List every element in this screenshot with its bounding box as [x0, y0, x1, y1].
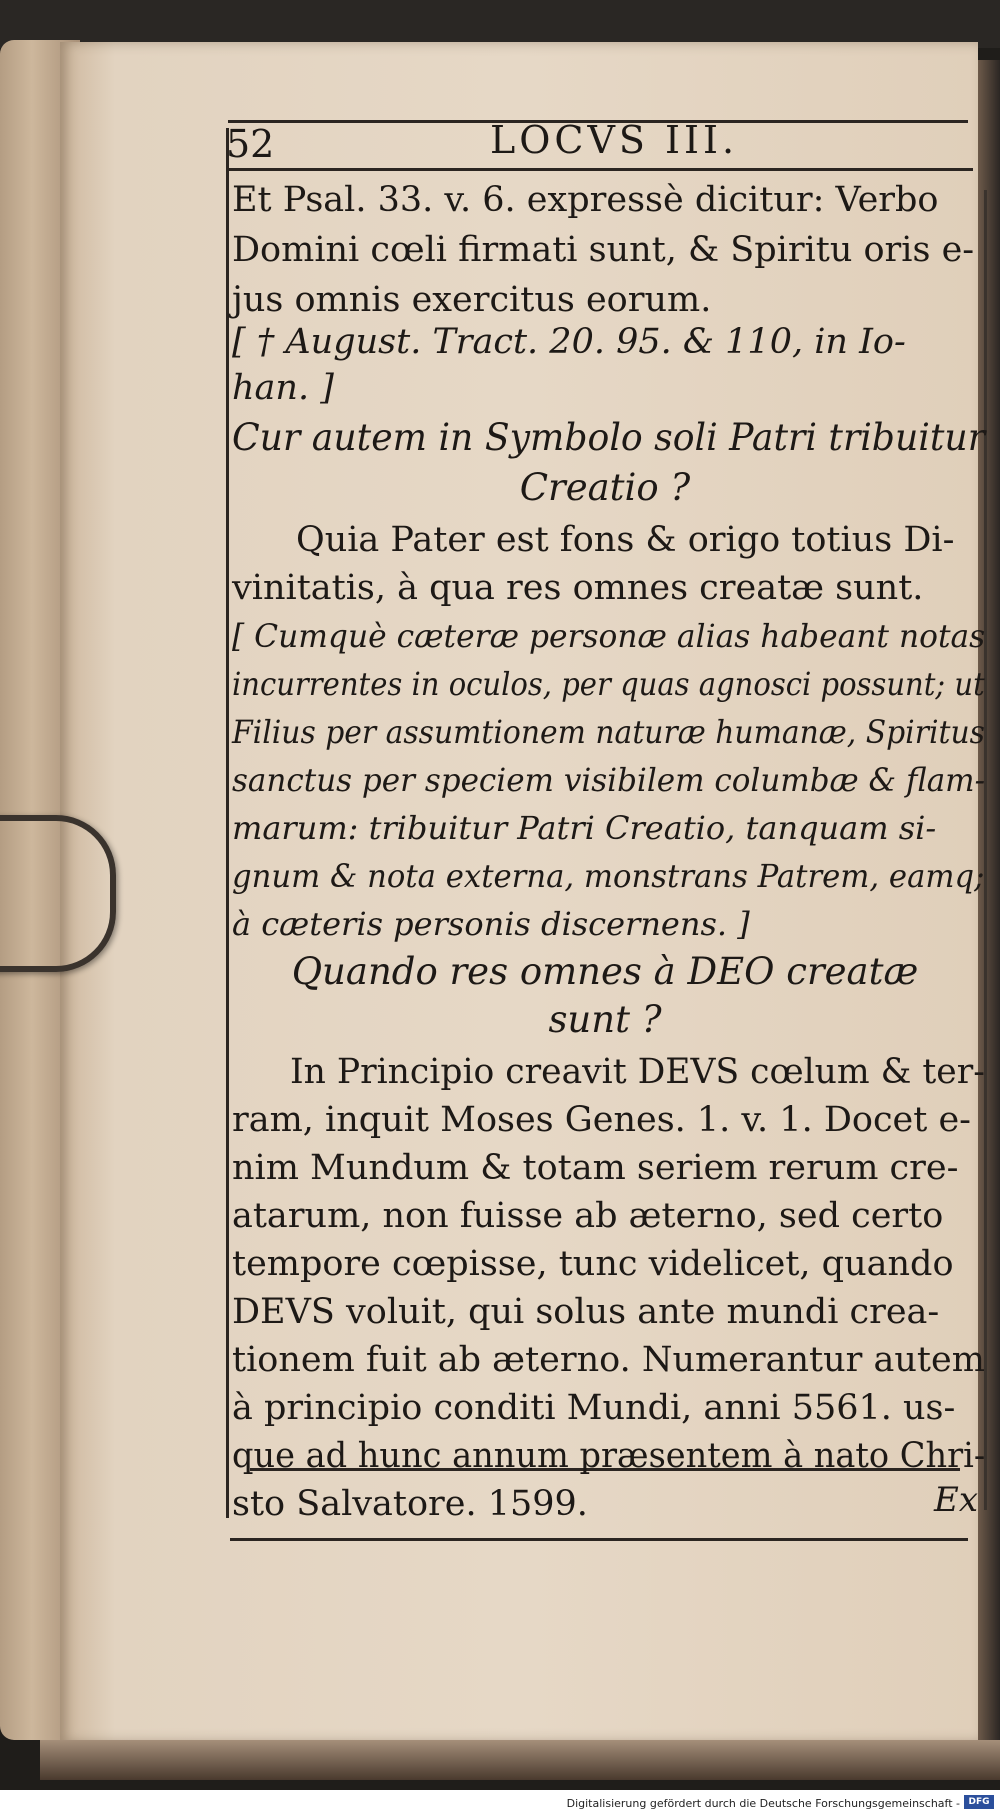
text-line: atarum, non fuisse ab æterno, sed certo [232, 1196, 944, 1236]
book-clasp [0, 815, 116, 972]
text-line: [ Cumquè cæteræ personæ alias habeant notas [232, 617, 986, 655]
page-bottom-edge [40, 1740, 1000, 1780]
text-line: nim Mundum & totam seriem rerum cre- [232, 1148, 959, 1188]
header-bottom-rule [228, 168, 973, 171]
text-line: [ † August. Tract. 20. 95. & 110, in Io- [232, 322, 906, 362]
question-heading: Cur autem in Symbolo soli Patri tribuitur [232, 416, 985, 459]
running-title: LOCVS III. [490, 118, 739, 162]
catchword: Ex [934, 1480, 978, 1520]
text-line: sto Salvatore. 1599. [232, 1484, 588, 1524]
text-line: Quia Pater est fons & origo totius Di- [296, 520, 955, 560]
text-line: jus omnis exercitus eorum. [232, 280, 712, 320]
page-right-shadow [978, 60, 1000, 1740]
text-line: vinitatis, à qua res omnes creatæ sunt. [232, 568, 924, 608]
text-line: ram, inquit Moses Genes. 1. v. 1. Docet e- [232, 1100, 971, 1140]
text-line: incurrentes in oculos, per quas agnosci possunt; ut [232, 665, 985, 703]
text-line: Filius per assumtionem naturæ humanæ, Spiritus [232, 713, 985, 751]
text-line: In Principio creavit DEVS cœlum & ter- [290, 1052, 985, 1092]
text-line: sanctus per speciem visibilem columbæ & flam- [232, 761, 986, 799]
text-line: han. ] [232, 368, 334, 408]
frame-right-rule [984, 190, 987, 1510]
text-line: Domini cœli firmati sunt, & Spiritu oris e- [232, 230, 975, 270]
text-line: à principio conditi Mundi, anni 5561. us- [232, 1388, 956, 1428]
text-line: que ad hunc annum præsentem à nato Chri- [232, 1436, 986, 1476]
text-line: gnum & nota externa, monstrans Patrem, eamq; [232, 857, 985, 895]
dfg-logo: DFG [964, 1795, 994, 1809]
footer-credit: Digitalisierung gefördert durch die Deutsche Forschungsgemeinschaft - [566, 1797, 960, 1810]
text-line: tempore cœpisse, tunc videlicet, quando [232, 1244, 954, 1284]
question-heading: sunt ? [548, 998, 662, 1041]
background-top [0, 0, 1000, 48]
text-line: marum: tribuitur Patri Creatio, tanquam si- [232, 809, 937, 847]
text-line: DEVS voluit, qui solus ante mundi crea- [232, 1292, 940, 1332]
text-line: à cæteris personis discernens. ] [232, 905, 750, 943]
question-heading: Quando res omnes à DEO creatæ [291, 950, 919, 993]
question-heading: Creatio ? [519, 466, 691, 509]
text-line: Et Psal. 33. v. 6. expressè dicitur: Verbo [232, 180, 939, 220]
frame-bottom-rule [230, 1538, 968, 1541]
frame-left-rule [226, 128, 229, 1518]
page-number: 52 [226, 122, 275, 166]
text-line: tionem fuit ab æterno. Numerantur autem [232, 1340, 985, 1380]
